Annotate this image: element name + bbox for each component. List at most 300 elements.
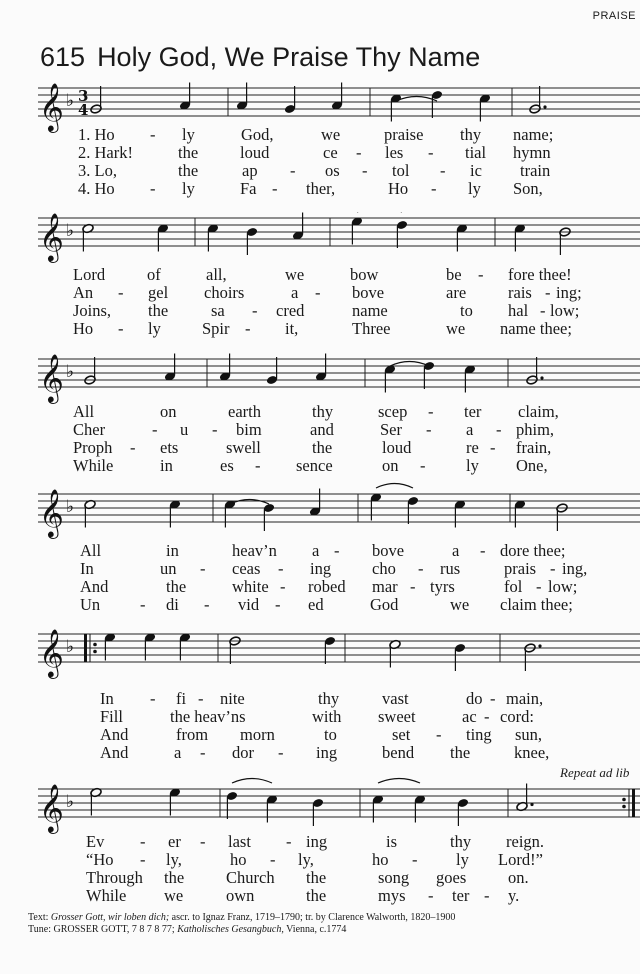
syllable: - (334, 541, 340, 560)
syllable: ting (466, 725, 492, 744)
syllable: mys (378, 886, 406, 905)
lyric-line (0, 284, 640, 302)
syllable: os (325, 161, 340, 180)
syllable: Through (86, 868, 143, 887)
syllable: the (306, 868, 327, 887)
syllable: ly (148, 319, 161, 338)
repeat-thick-bar (632, 789, 635, 817)
syllable: - (478, 265, 484, 284)
syllable: ly (182, 179, 195, 198)
syllable: In (100, 689, 114, 708)
syllable: train (520, 161, 551, 180)
syllable: - (356, 143, 362, 162)
lyric-line (0, 869, 640, 887)
syllable: Lord!” (498, 850, 543, 869)
syllable: - (255, 456, 261, 475)
syllable: - (245, 319, 251, 338)
hymn-credits (28, 912, 455, 936)
syllable: les (385, 143, 404, 162)
syllable: ets (160, 438, 179, 457)
syllable: cord: (500, 707, 534, 726)
syllable: ed (308, 595, 324, 614)
syllable: - (204, 595, 210, 614)
syllable: - (280, 577, 286, 596)
syllable: the (166, 577, 187, 596)
syllable: - (152, 420, 158, 439)
syllable: the heav’ns (170, 707, 246, 726)
lyric-line (0, 833, 640, 851)
syllable: heav’n (232, 541, 277, 560)
syllable: ly (466, 456, 479, 475)
syllable: Ser (380, 420, 402, 439)
syllable: - (420, 456, 426, 475)
syllable: - (275, 595, 281, 614)
syllable: ing, (562, 559, 588, 578)
syllable: - (540, 301, 546, 320)
syllable: - (410, 577, 416, 596)
syllable: all, (206, 265, 227, 284)
syllable: bim (236, 420, 262, 439)
syllable: rus (440, 559, 461, 578)
syllable: Cher (73, 420, 106, 439)
syllable: swell (226, 438, 261, 457)
syllable: Ho (388, 179, 409, 198)
syllable: bow (350, 265, 379, 284)
syllable: low; (548, 577, 578, 596)
lyric-line (0, 887, 640, 905)
lyric-line (0, 421, 640, 439)
syllable: One, (516, 456, 548, 475)
staff-4 (0, 480, 640, 540)
syllable: with (312, 707, 342, 726)
syllable: praise (384, 125, 424, 144)
staff-2 (0, 212, 640, 272)
music-system-3 (0, 347, 640, 475)
syllable: ly, (298, 850, 314, 869)
music-system-6 (0, 775, 640, 905)
syllable: - (272, 179, 278, 198)
syllable: - (140, 832, 146, 851)
syllable: un (160, 559, 177, 578)
syllable: reign. (506, 832, 545, 851)
syllable: ho (372, 850, 389, 869)
repeat-instruction: Repeat ad lib (560, 765, 630, 780)
syllable: Ev (86, 832, 105, 851)
syllable: And (100, 725, 129, 744)
syllable: bove (372, 541, 405, 560)
syllable: last (228, 832, 251, 851)
syllable: Fill (100, 707, 123, 726)
syllable: Son, (513, 179, 543, 198)
syllable: cho (372, 559, 396, 578)
syllable: bend (382, 743, 415, 762)
syllable: - (150, 689, 156, 708)
music-system-2 (0, 212, 640, 342)
syllable: we (446, 319, 466, 338)
text-credit (28, 912, 455, 924)
syllable: choirs (204, 283, 245, 302)
syllable: - (150, 125, 156, 144)
lyric-line (0, 726, 640, 744)
syllable: from (176, 725, 209, 744)
syllable: 3. Lo, (78, 161, 117, 180)
lyric-line (0, 542, 640, 560)
syllable: - (150, 179, 156, 198)
syllable: - (270, 850, 276, 869)
time-signature-top: 3 (78, 87, 89, 105)
lyric-line (0, 708, 640, 726)
treble-clef-icon: 𝄞 (39, 628, 64, 677)
syllable: 4. Ho (78, 179, 115, 198)
syllable: on. (508, 868, 529, 887)
syllable: - (130, 438, 136, 457)
slur (230, 500, 269, 505)
slur (376, 484, 413, 489)
key-signature-flat-icon: ♭ (66, 497, 75, 517)
slur (390, 362, 429, 367)
lyric-line (0, 302, 640, 320)
lyric-line (0, 439, 640, 457)
syllable: loud (240, 143, 270, 162)
syllable: sence (296, 456, 333, 475)
syllable: - (278, 559, 284, 578)
key-signature-flat-icon: ♭ (66, 792, 75, 812)
syllable: ly (182, 125, 195, 144)
lyric-line (0, 596, 640, 614)
key-signature-flat-icon: ♭ (66, 221, 75, 241)
syllable: morn (240, 725, 275, 744)
syllable: 1. Ho (78, 125, 115, 144)
syllable: And (100, 743, 129, 762)
syllable: earth (228, 402, 261, 421)
treble-clef-icon: 𝄞 (39, 488, 64, 537)
syllable: is (386, 832, 398, 851)
syllable: ap (242, 161, 258, 180)
syllable: claim, (518, 402, 559, 421)
syllable: loud (382, 438, 412, 457)
syllable: name thee; (500, 319, 572, 338)
syllable: a (174, 743, 182, 762)
syllable: phim, (516, 420, 555, 439)
syllable: and (310, 420, 334, 439)
syllable: name; (513, 125, 554, 144)
syllable: hal (508, 301, 529, 320)
dot (538, 644, 541, 647)
lyric-line (0, 180, 640, 198)
syllable: low; (550, 301, 580, 320)
syllable: we (164, 886, 184, 905)
syllable: - (545, 283, 551, 302)
syllable: - (436, 725, 442, 744)
syllable: ly (456, 850, 469, 869)
syllable: - (200, 743, 206, 762)
repeat-dot (93, 650, 97, 654)
syllable: Un (80, 595, 101, 614)
syllable: - (118, 283, 124, 302)
syllable: - (496, 420, 502, 439)
staff-5 (0, 618, 640, 680)
syllable: ac (462, 707, 477, 726)
syllable: a (291, 283, 299, 302)
syllable: In (80, 559, 94, 578)
treble-clef-icon: 𝄞 (39, 82, 64, 131)
syllable: to (324, 725, 337, 744)
syllable: An (73, 283, 94, 302)
syllable: Joins, (73, 301, 112, 320)
syllable: thy (318, 689, 340, 708)
lyric-line (0, 162, 640, 180)
syllable: to (460, 301, 473, 320)
syllable: - (118, 319, 124, 338)
syllable: - (140, 595, 146, 614)
syllable: the (178, 143, 199, 162)
syllable: ther, (306, 179, 336, 198)
syllable: knee, (514, 743, 550, 762)
music-system-5 (0, 618, 640, 763)
tune-attribution: Vienna, c.1774 (283, 924, 347, 935)
syllable: it, (285, 319, 299, 338)
key-signature-flat-icon: ♭ (66, 362, 75, 382)
syllable: - (290, 161, 296, 180)
text-source-title: Grosser Gott, wir loben dich; (50, 912, 170, 923)
syllable: be (446, 265, 462, 284)
syllable: goes (436, 868, 467, 887)
syllable: Spir (202, 319, 230, 338)
syllable: do (466, 689, 483, 708)
syllable: Church (226, 868, 275, 887)
syllable: - (278, 743, 284, 762)
treble-clef-icon: 𝄞 (39, 783, 64, 832)
syllable: robed (308, 577, 346, 596)
syllable: u (180, 420, 189, 439)
treble-clef-icon: 𝄞 (39, 212, 64, 261)
syllable: in (160, 456, 173, 475)
credit-label: Text: (28, 912, 49, 923)
syllable: ho (230, 850, 247, 869)
syllable: Fa (240, 179, 257, 198)
syllable: on (160, 402, 177, 421)
syllable: er (168, 832, 181, 851)
syllable: ter (464, 402, 482, 421)
syllable: vid (238, 595, 260, 614)
music-system-1 (0, 82, 640, 212)
syllable: dore thee; (500, 541, 566, 560)
syllable: ly (468, 179, 481, 198)
syllable: in (166, 541, 179, 560)
syllable: tyrs (430, 577, 455, 596)
syllable: ceas (232, 559, 261, 578)
syllable: a (452, 541, 460, 560)
syllable: are (446, 283, 467, 302)
time-signature-bottom: 4 (78, 101, 89, 119)
syllable: the (450, 743, 471, 762)
syllable: re (466, 438, 479, 457)
staff-6 (0, 775, 640, 835)
syllable: - (252, 301, 258, 320)
syllable: Proph (73, 438, 113, 457)
syllable: sa (211, 301, 225, 320)
lyric-line (0, 744, 640, 762)
hymn-name: Holy God, We Praise Thy Name (97, 42, 481, 72)
lyric-line (0, 457, 640, 475)
syllable: es (220, 456, 234, 475)
syllable: frain, (516, 438, 552, 457)
syllable: And (80, 577, 109, 596)
syllable: All (80, 541, 102, 560)
syllable: bove (352, 283, 385, 302)
lyric-line (0, 578, 640, 596)
syllable: 2. Hark! (78, 143, 133, 162)
syllable: hymn (513, 143, 551, 162)
syllable: - (490, 438, 496, 457)
lyric-line (0, 403, 640, 421)
syllable: white (232, 577, 269, 596)
syllable: “Ho (86, 850, 114, 869)
syllable: - (426, 420, 432, 439)
lyric-line (0, 320, 640, 338)
syllable: the (306, 886, 327, 905)
syllable: sun, (515, 725, 543, 744)
syllable: ter (452, 886, 470, 905)
syllable: a (466, 420, 474, 439)
lyric-line (0, 851, 640, 869)
lyric-line (0, 144, 640, 162)
text-attribution: ascr. to Ignaz Franz, 1719–1790; tr. by Clarence Walworth, 1820–1900 (169, 912, 456, 923)
syllable: - (428, 143, 434, 162)
syllable: cred (276, 301, 305, 320)
syllable: mar (372, 577, 398, 596)
hymn-title (40, 42, 480, 73)
syllable: we (321, 125, 341, 144)
syllable: - (431, 179, 437, 198)
tune-credit (28, 924, 455, 936)
syllable: thy (450, 832, 472, 851)
syllable: ing (306, 832, 328, 851)
syllable: tol (392, 161, 410, 180)
treble-clef-icon: 𝄞 (39, 353, 64, 402)
syllable: - (550, 559, 556, 578)
syllable: - (418, 559, 424, 578)
syllable: - (140, 850, 146, 869)
syllable: - (536, 577, 542, 596)
syllable: - (440, 161, 446, 180)
syllable: nite (220, 689, 245, 708)
syllable: of (147, 265, 161, 284)
syllable: God, (241, 125, 274, 144)
syllable: the (148, 301, 169, 320)
tune-source-title: Katholisches Gesangbuch, (177, 924, 284, 935)
syllable: vast (382, 689, 409, 708)
syllable: ic (470, 161, 482, 180)
syllable: gel (148, 283, 169, 302)
key-signature-flat-icon: ♭ (66, 91, 75, 111)
syllable: sweet (378, 707, 416, 726)
syllable: scep (378, 402, 408, 421)
syllable: While (73, 456, 114, 475)
syllable: di (166, 595, 179, 614)
dot (530, 803, 533, 806)
syllable: God (370, 595, 399, 614)
syllable: y. (508, 886, 520, 905)
syllable: fi (176, 689, 187, 708)
syllable: - (200, 832, 206, 851)
syllable: Lord (73, 265, 106, 284)
dot (543, 105, 546, 108)
lyric-line (0, 266, 640, 284)
syllable: - (315, 283, 321, 302)
syllable: we (285, 265, 305, 284)
syllable: name (352, 301, 388, 320)
syllable: a (312, 541, 320, 560)
lyric-line (0, 690, 640, 708)
syllable: ing (316, 743, 338, 762)
syllable: fore thee! (508, 265, 572, 284)
syllable: - (484, 886, 490, 905)
syllable: - (200, 559, 206, 578)
syllable: fol (504, 577, 523, 596)
syllable: thy (460, 125, 482, 144)
syllable: thy (312, 402, 334, 421)
key-signature-flat-icon: ♭ (66, 637, 75, 657)
syllable: - (490, 689, 496, 708)
dot (540, 376, 543, 379)
music-system-4 (0, 480, 640, 614)
repeat-dot (622, 805, 626, 809)
lyric-line (0, 126, 640, 144)
syllable: song (378, 868, 410, 887)
slur (232, 779, 272, 784)
syllable: dor (232, 743, 254, 762)
running-head: PRAISE (592, 10, 636, 22)
repeat-thick-bar (84, 634, 87, 662)
syllable: Three (352, 319, 391, 338)
syllable: prais (504, 559, 537, 578)
syllable: ly, (166, 850, 182, 869)
syllable: we (450, 595, 470, 614)
tune-name: GROSSER GOTT, 7 8 7 8 77; (50, 924, 178, 935)
staff-3 (0, 347, 640, 407)
syllable: tial (465, 143, 487, 162)
syllable: own (226, 886, 255, 905)
syllable: Ho (73, 319, 94, 338)
syllable: the (312, 438, 333, 457)
syllable: ing; (556, 283, 582, 302)
syllable: - (198, 689, 204, 708)
syllable: set (392, 725, 411, 744)
slur (396, 97, 437, 102)
syllable: claim thee; (500, 595, 573, 614)
syllable: - (480, 541, 486, 560)
syllable: on (382, 456, 399, 475)
slur (378, 779, 420, 784)
repeat-dot (622, 798, 626, 802)
syllable: main, (506, 689, 544, 708)
syllable: - (428, 886, 434, 905)
syllable: - (286, 832, 292, 851)
syllable: - (362, 161, 368, 180)
syllable: - (412, 850, 418, 869)
syllable: ce (323, 143, 338, 162)
syllable: the (178, 161, 199, 180)
syllable: While (86, 886, 127, 905)
syllable: rais (508, 283, 532, 302)
syllable: All (73, 402, 95, 421)
lyric-line (0, 560, 640, 578)
credit-label: Tune: (28, 924, 51, 935)
syllable: - (428, 402, 434, 421)
syllable: - (484, 707, 490, 726)
syllable: the (164, 868, 185, 887)
